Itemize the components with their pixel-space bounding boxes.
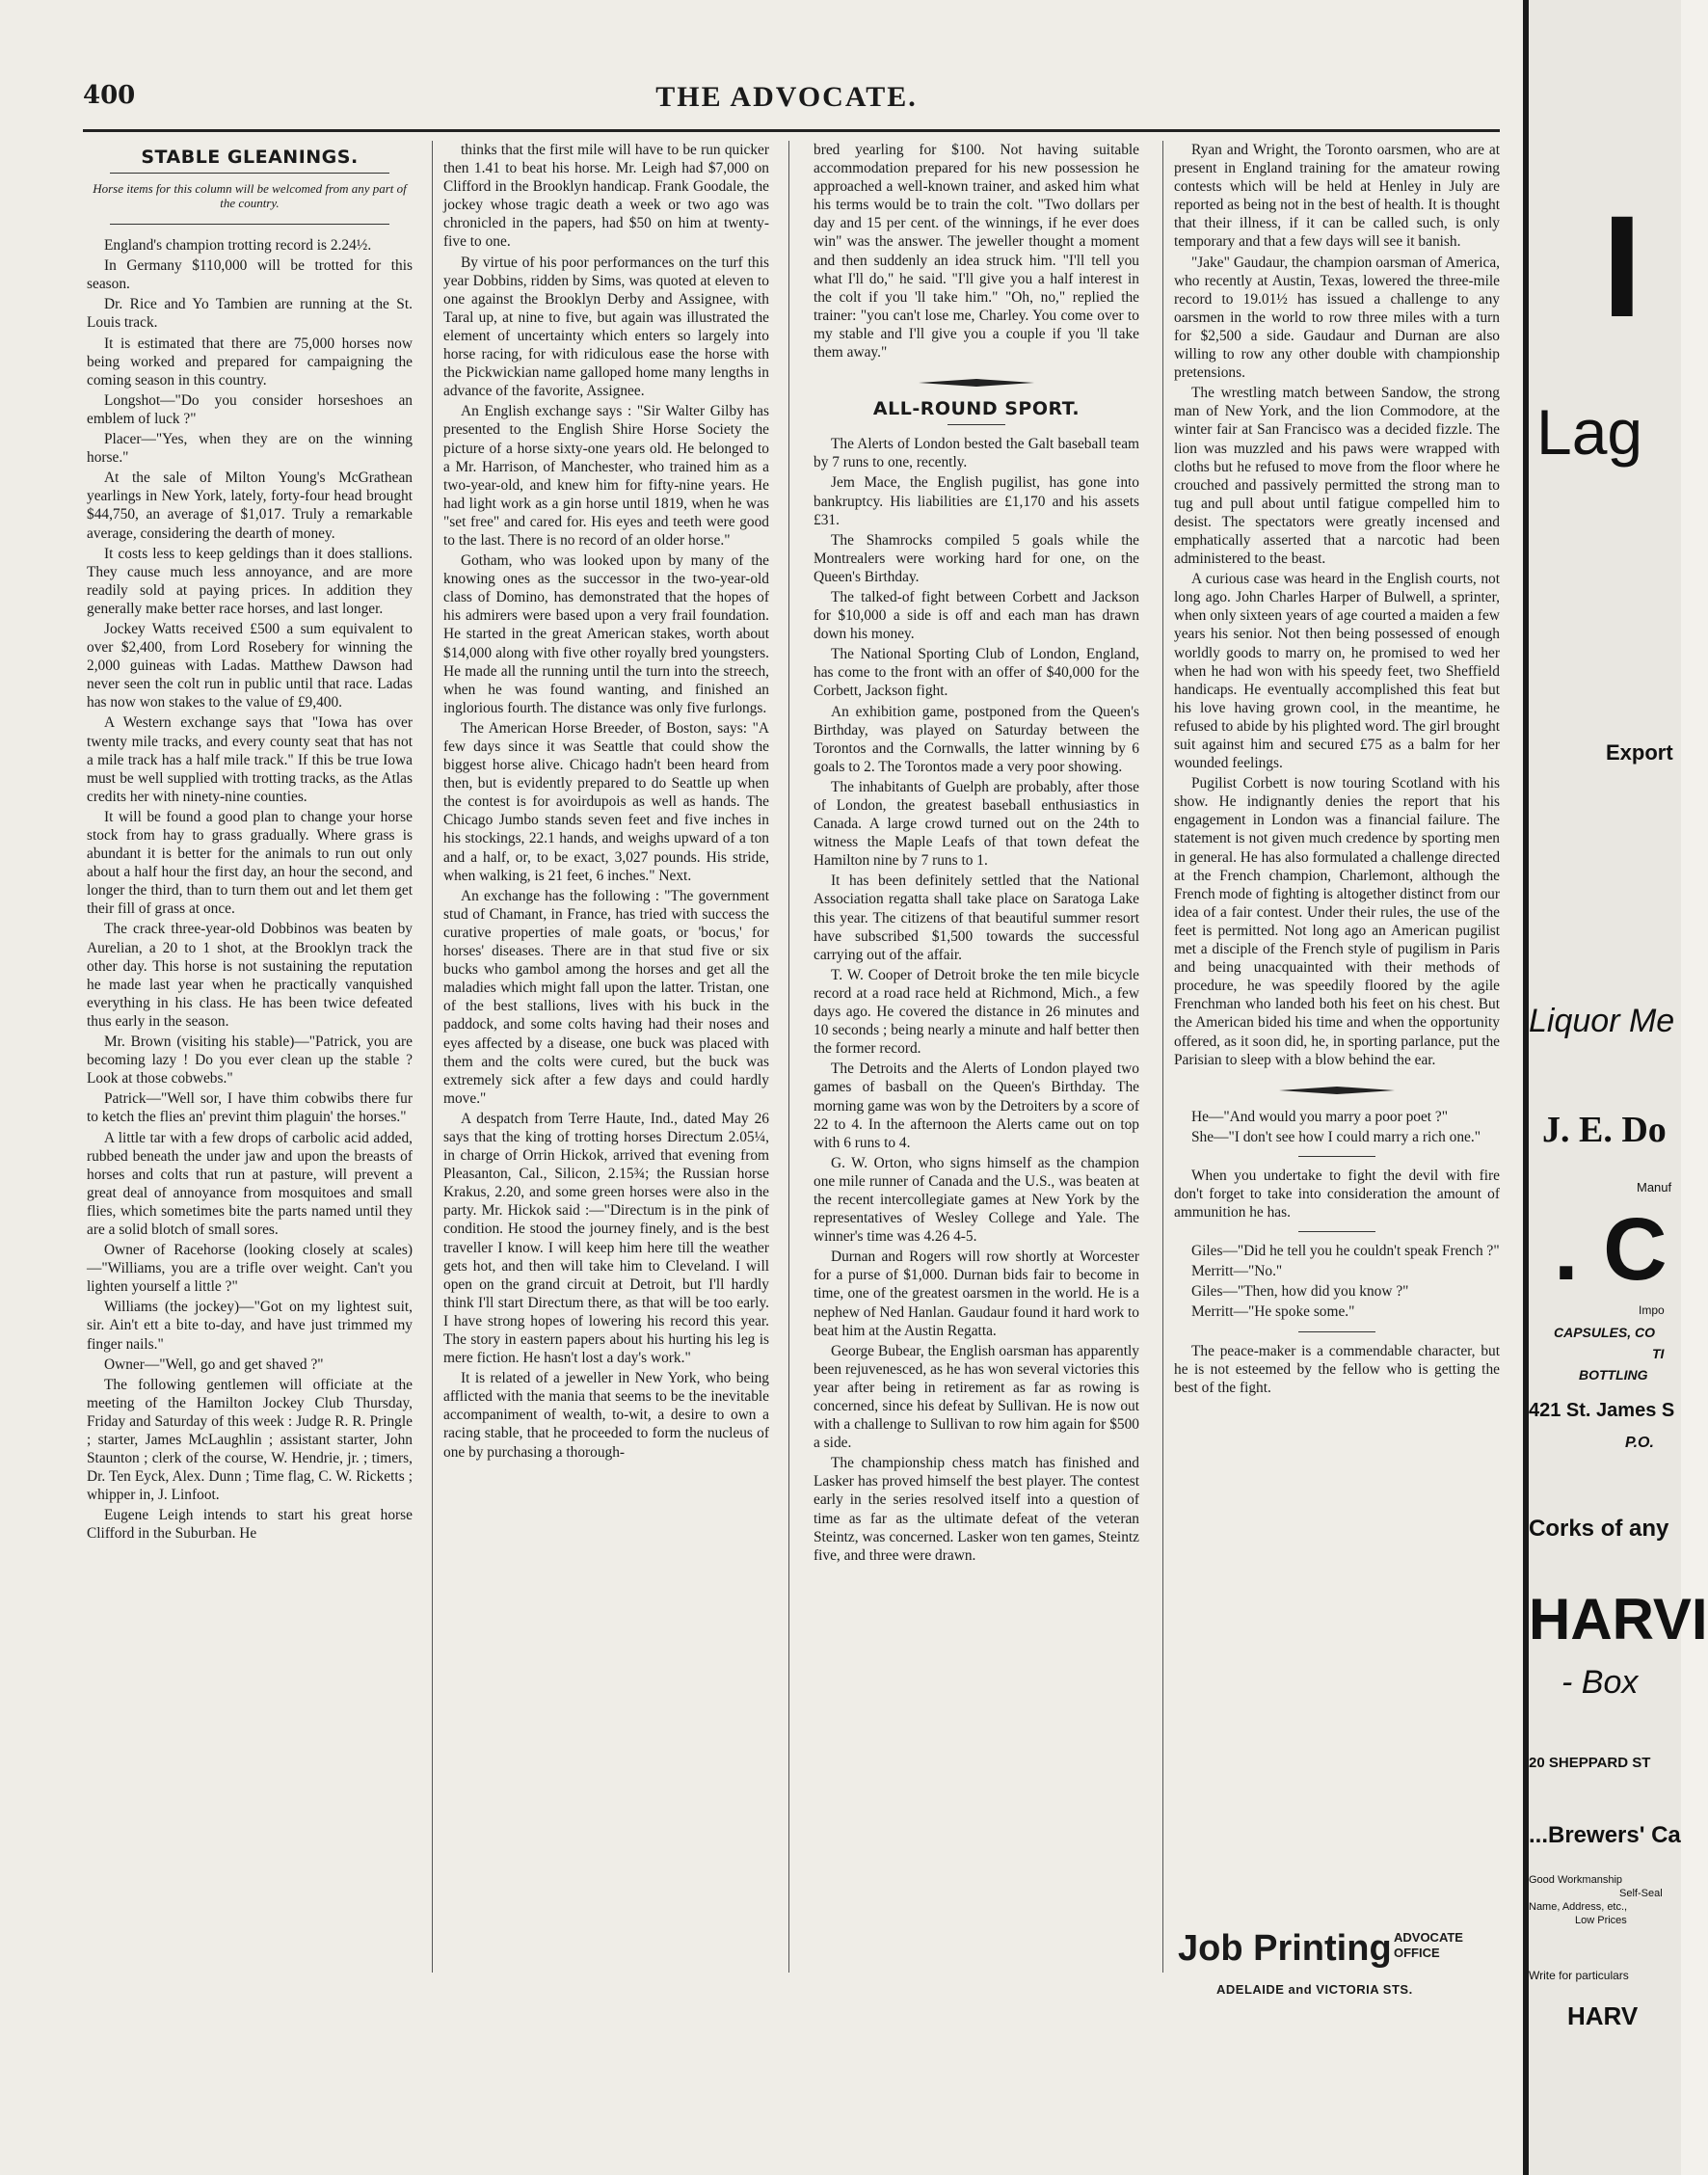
rs-lager: Lag [1536, 396, 1643, 468]
ad-side-line1: ADVOCATE [1394, 1930, 1463, 1945]
rs-capsules: CAPSULES, CO [1554, 1325, 1656, 1340]
article-paragraph: The wrestling match between Sandow, the strong man of New York, and the lion Commodore, at the winter fair at San Francisco was a decided fizzle. The lion was muzzled and his paws were wrapped with cloths but he refused to move from the floor where he crouched and passively permitted the strong man to tug and pull about until fatigue compelled him to desist. The spectators were greatly incensed and emphatically asserted that a narcotic had been administered to the beast. [1174, 385, 1500, 568]
rs-box: - Box [1561, 1664, 1639, 1701]
column-divider [1162, 141, 1163, 1973]
jokes-block [1174, 1108, 1500, 1146]
article-paragraph: Merritt—"No." [1191, 1263, 1283, 1280]
column4-body [1174, 141, 1500, 1069]
column-4 [1174, 141, 1500, 2136]
title-rule [110, 173, 389, 174]
article-paragraph: It is related of a jeweller in New York, who being afflicted with the mania that seems to be the inevitable accompaniment of wealth, to-wit, a desire to own a racing stable, that he proceeded to form the nucleus of one by purchasing a thorough- [443, 1370, 769, 1461]
article-paragraph: A despatch from Terre Haute, Ind., dated May 26 says that the king of trotting horses Directum 2.05¼, in charge of Orrin Hickok, arrived that evening from Pleasanton, Cal., Silicon, 2.15¾; the Russian horse Krakus, 2.20, and some green horses were also in the party. Mr. Hickok said :—"Directum is in the pink of condition. He stood the journey finely, and is the best traveller I know. I will keep him here till the weather gets hot, and then will take him to Cleveland. I will open on the grand circuit at Detroit, but I'll hardly think I'll start Directum there, as that will be too early. I have strong hopes of lowering his record this year. The story in eastern papers about his hurting his leg is mere fiction. He hasn't lost a day's work." [443, 1110, 769, 1367]
page-number: 400 [83, 81, 136, 110]
fire-paragraph: When you undertake to fight the devil with fire don't forget to take into consideration the amount of ammunition he has. [1174, 1167, 1500, 1222]
adjacent-page-strip [1523, 0, 1708, 2175]
article-paragraph: An exhibition game, postponed from the Queen's Birthday, was played on Saturday between the Torontos and the Cornwalls, the latter winning by 6 goals to 2. The Torontos made a very poor showing. [814, 703, 1139, 775]
article-paragraph: The talked-of fight between Corbett and Jackson for $10,000 a side is off and each man has drawn down his money. [814, 588, 1139, 643]
rs-big-c: . C [1554, 1200, 1668, 1299]
rs-po: P.O. [1625, 1435, 1654, 1451]
article-paragraph: The Detroits and the Alerts of London played two games of basball on the Queen's Birthday. The morning game was won by the Detroiters by a score of 22 to 4. In the afternoon the Alerts came out on top with 6 runs to 4. [814, 1061, 1139, 1151]
article-paragraph: "Jake" Gaudaur, the champion oarsman of America, who recently at Austin, Texas, lowered the three-mile record to 19.01½ has issued a challenge to any oarsmen in the world to row three miles with a turn for $2,500 a side. Gaudaur and Durnan are also willing to row any other double with championship pretensions. [1174, 254, 1500, 382]
ornament-divider [919, 379, 1034, 387]
header-rule [83, 129, 1500, 132]
column-divider [432, 141, 433, 1973]
column2-body [443, 141, 769, 1462]
job-printing-ad [1178, 1928, 1506, 1996]
article-paragraph: Durnan and Rogers will row shortly at Worcester for a purse of $1,000. Durnan bids fair to become in time, one of the greatest oarsmen in the world. He is a nephew of Ned Hanlan. Gaudaur found it hard work to beat him at the Austin Regatta. [814, 1249, 1139, 1339]
rs-low: Low Prices [1575, 1915, 1627, 1926]
article-paragraph: Owner of Racehorse (looking closely at scales)—"Williams, you are a trifle over weight. Can't you lighten yourself a little ?" [87, 1242, 413, 1296]
note-rule [110, 224, 389, 225]
column-2 [443, 141, 769, 2136]
article-paragraph: Merritt—"He spoke some." [1191, 1303, 1355, 1321]
article-paragraph: G. W. Orton, who signs himself as the champion one mile runner of Canada and the U.S., was beaten at the recent intercollegiate games at New York by the representatives of Wesley College and Yale. The winner's time was 4.26 4-5. [814, 1154, 1139, 1246]
article-paragraph: The National Sporting Club of London, England, has come to the front with an offer of $40,000 for the Corbett, Jackson fight. [814, 646, 1139, 700]
article-paragraph: Owner—"Well, go and get shaved ?" [104, 1356, 324, 1373]
article-paragraph: Giles—"Then, how did you know ?" [1191, 1283, 1409, 1301]
article-paragraph: T. W. Cooper of Detroit broke the ten mile bicycle record at a road race held at Richmond, Mich., a few days ago. He covered the distance in 26 minutes and 10 seconds ; being nearly a minute and half better then the former record. [814, 966, 1139, 1058]
rs-corks: Corks of any [1529, 1516, 1669, 1542]
rs-good: Good Workmanship [1529, 1874, 1623, 1886]
article-paragraph: It costs less to keep geldings than it does stallions. They cause much less annoyance, and are more readily sold at paying prices. In addition they generally make better race horses, and last longer. [87, 545, 413, 617]
rs-ti: TI [1652, 1346, 1665, 1361]
column1-body [87, 236, 413, 1543]
article-paragraph: The following gentlemen will officiate at the meeting of the Hamilton Jockey Club Thursday, Friday and Saturday of this week : Judge R. R. Pringle ; starter, James McLaughlin ; assistant starter, John Staunton ; clerk of the course, W. Hendrie, jr. ; timers, Dr. Ten Eyck, Alex. Dunn ; Time flag, C. W. Ricketts ; whipper in, J. Linfoot. [87, 1376, 413, 1504]
title-rule [947, 424, 1005, 425]
column3-body [814, 435, 1139, 1565]
divider-rule [1298, 1156, 1375, 1157]
column-all-round-sport [814, 141, 1139, 2136]
article-paragraph: Placer—"Yes, when they are on the winning horse." [87, 431, 413, 467]
article-paragraph: He—"And would you marry a poor poet ?" [1191, 1108, 1449, 1125]
rs-name: Name, Address, etc., [1529, 1901, 1628, 1913]
page-header [83, 81, 1490, 120]
masthead-title: THE ADVOCATE. [655, 81, 918, 113]
rs-manuf: Manuf [1637, 1180, 1672, 1195]
column-stable-gleanings [87, 141, 413, 2136]
article-paragraph: Dr. Rice and Yo Tambien are running at the St. Louis track. [87, 296, 413, 332]
article-paragraph: Gotham, who was looked upon by many of the knowing ones as the successor in the two-year-old class of Domino, has demonstrated that the hopes of his admirers were based upon a very frail foundation. He started in the great American stakes, worth about $14,000 along with five other royally bred youngsters. He made all the running until the turn into the streech, when he was found wanting, and finished an inglorious fourth. The distance was only five furlongs. [443, 552, 769, 716]
article-paragraph: In Germany $110,000 will be trotted for this season. [87, 257, 413, 293]
rs-write: Write for particulars [1529, 1969, 1629, 1982]
article-paragraph: It has been definitely settled that the National Association regatta shall take place on Saratoga Lake this year. The citizens of that beautiful summer resort have subscribed $1,500 towards the successful carrying out of the affair. [814, 873, 1139, 963]
divider-rule [1298, 1231, 1375, 1232]
article-paragraph: Mr. Brown (visiting his stable)—"Patrick, you are becoming lazy ! Do you ever clean up the stable ? Look at those cobwebs." [87, 1034, 413, 1088]
rs-liquor: Liquor Me [1529, 1003, 1675, 1039]
article-paragraph: A curious case was heard in the English courts, not long ago. John Charles Harper of Bulwell, a sprinter, when only sixteen years of age courted a maiden a few years his senior. Not then being possessed of enough worldly goods to marry on, he promised to wed her when he had won with his speedy feet, two Sheffield handicaps. He eventually accomplished this feat but his love having grown cool, in the meantime, he refused to abide by his plighted word. The girl brought suit against him and secured £75 as a balm for her wounded feelings. [1174, 571, 1500, 772]
article-paragraph: Pugilist Corbett is now touring Scotland with his show. He indignantly denies the report that his engagement in London was a financial failure. The statement is not given much credence by sporting men in general. He has also formulated a challenge directed at the French champion, Charlemont, although the French mode of fighting is altogether distinct from our idea of a fair contest. Under their rules, the use of the feet is permitted. Not long ago an American pugilist met a disciple of the French style of pugilism in Paris and being unacquainted with their methods of procedure, he was speedily floored by the agile Frenchman who landed both his feet on his chest. But the American bided his time and when the opportunity offered, as it soon did, he, in sporting parlance, put the Parisian to sleep with a blow behind the ear. [1174, 775, 1501, 1068]
article-paragraph: The Alerts of London bested the Galt baseball team by 7 runs to one, recently. [814, 436, 1139, 471]
article-paragraph: bred yearling for $100. Not having suitable accommodation prepared for his new possession he approached a well-known trainer, and asked him what his terms would be to train the colt. "Two dollars per day and 15 per cent. of the winnings, if he ever does win" was the answer. The jeweller thought a moment and then suddenly an idea struck him. "I'll tell you what I'll do," he said. "I'll give you a half interest in the colt if you 'll take him." "Oh, no," replied the trainer: "you can't lose me, Charley. You come over to my stable and I'll give you a couple if you 'll take them away." [814, 142, 1139, 362]
ad-job-printing: Job Printing [1178, 1928, 1392, 1969]
section-note: Horse items for this column will be welcomed from any part of the country. [93, 181, 407, 211]
section-title-all-round-sport: ALL-ROUND SPORT. [872, 398, 1081, 420]
rs-bottling: BOTTLING [1579, 1367, 1648, 1383]
column3-intro [814, 141, 1139, 362]
article-paragraph: The American Horse Breeder, of Boston, says: "A few days since it was Seattle that could show the biggest horse alive. Chicago hadn't been heard from then, but is evidently prepared to do Seattle up when the contest is for avoirdupois as well as hands. The Chicago Jumbo stands seven feet and five inches in his stockings, 22.1 hands, and weighs upward of a ton and a half, or, to be exact, 3,027 pounds. His stride, when walking, is 21 feet, 6 inches." Next. [443, 719, 769, 884]
article-paragraph: It will be found a good plan to change your horse stock from hay to grass gradually. Where grass is abundant it is better for the animals to run out only about a half hour the first day, an hour the second, and longer the third, than to turn them out and let them get their fill of grass at once. [87, 808, 413, 918]
article-paragraph: Giles—"Did he tell you he couldn't speak French ?" [1191, 1243, 1500, 1260]
article-paragraph: A Western exchange says that "Iowa has over twenty mile tracks, and every county seat that has not a mile track has a half mile track." If this be true Iowa must be well supplied with trotting tracks, as the Atlas credits her with ninety-nine counties. [87, 714, 413, 805]
article-paragraph: An exchange has the following : "The government stud of Chamant, in France, has tried with success the curative properties of male goats, or 'bocus,' for horses' diseases. There are in that stud five or six bucks who gambol among the horses and get all the maladies which might fall upon the latter. Tristan, one of the best stallions, lives with his buck in the paddock, and some colts having had their noses and eyes affected by a disease, one buck was placed with them and the colts were cured, but the buck was extremely sick after a few days and could hardly move." [443, 887, 769, 1107]
article-paragraph: She—"I don't see how I could marry a rich one." [1191, 1128, 1481, 1145]
ad-side-line2: OFFICE [1394, 1946, 1440, 1960]
article-paragraph: England's champion trotting record is 2.24½. [104, 237, 372, 255]
article-paragraph: George Bubear, the English oarsman has apparently been rejuvenesced, as he has won several victories this year after being in retirement as far as rowing is concerned, since his defeat by Sullivan. He is now out with a challenge to Sullivan to row him again for $500 a side. [814, 1342, 1139, 1452]
rs-je-do: J. E. Do [1542, 1110, 1667, 1150]
article-paragraph: Ryan and Wright, the Toronto oarsmen, who are at present in England training for the amateur rowing contests which will be held at Henley in July are reported as being not in the best of health. It is thought that their illness, if it can be called such, is only temporary and that a few days will see it banish. [1174, 142, 1500, 251]
rs-harvi: HARVI [1529, 1587, 1708, 1651]
article-paragraph: A little tar with a few drops of carbolic acid added, rubbed beneath the under jaw and upon the breasts of horses and colts that run at pasture, will prevent a great deal of annoyance from mosquitoes and small flies, which sometimes bite the parts named until they are a solid blotch of small sores. [87, 1129, 413, 1238]
article-paragraph: Eugene Leigh intends to start his great horse Clifford in the Suburban. He [87, 1507, 413, 1543]
article-paragraph: Patrick—"Well sor, I have thim cobwibs there fur to ketch the flies an' prevint thim plaguin' the horses." [87, 1090, 413, 1126]
article-paragraph: At the sale of Milton Young's McGrathean yearlings in New York, lately, forty-four head brought $44,750, an average of $1,017. Truly a remarkable average, considering the dearth of money. [87, 470, 413, 542]
article-paragraph: thinks that the first mile will have to be run quicker then 1.41 to beat his horse. Mr. Leigh had $7,000 on Clifford in the Brooklyn handicap. Frank Goodale, the jockey whose tragic death a week or two ago was chronicled in the papers, had $50 on him at twenty-five to one. [443, 142, 769, 251]
article-paragraph: Williams (the jockey)—"Got on my lightest suit, sir. Ain't ett a bite to-day, and have just trimmed my finger nails." [87, 1299, 413, 1353]
article-paragraph: Longshot—"Do you consider horseshoes an emblem of luck ?" [87, 391, 413, 427]
section-title-stable-gleanings: STABLE GLEANINGS. [141, 147, 359, 168]
divider-rule [1298, 1331, 1375, 1332]
rs-address: 421 St. James S [1529, 1400, 1675, 1421]
giles-dialogue [1174, 1242, 1500, 1321]
rs-big-letter: I [1602, 185, 1642, 347]
article-paragraph: The inhabitants of Guelph are probably, after those of London, the greatest baseball enthusiastics in Canada. A large crowd turned out on the 24th to witness the Maple Leafs of that town defeat the Hamilton nine by 7 runs to 1. [814, 778, 1139, 870]
rs-impo: Impo [1639, 1303, 1665, 1317]
article-paragraph: Jem Mace, the English pugilist, has gone into bankruptcy. His liabilities are £1,170 and his assets £31. [814, 474, 1139, 528]
article-paragraph: The crack three-year-old Dobbinos was beaten by Aurelian, a 20 to 1 shot, at the Brooklyn track the other day. This horse is not sustaining the reputation he made last year when he practically vanquished everything in his class. He has been twice defeated thus early in the season. [87, 921, 413, 1030]
ornament-divider [1279, 1087, 1395, 1094]
column-divider [788, 141, 789, 1973]
rs-export: Export [1606, 740, 1673, 765]
ad-advocate-office [1394, 1930, 1463, 1961]
article-paragraph: The championship chess match has finished and Lasker has proved himself the best player. The contest early in the series resolved itself into a question of time as far as the ultimate defeat of the veteran Steintz, was concerned. Lasker won ten games, Steintz five, and three were drawn. [814, 1455, 1139, 1564]
article-paragraph: It is estimated that there are 75,000 horses now being worked and prepared for campaigning the coming season in this country. [87, 335, 413, 389]
peacemaker-paragraph: The peace-maker is a commendable character, but he is not esteemed by the fellow who is getting the best of the fight. [1174, 1342, 1500, 1396]
rs-self: Self-Seal [1619, 1888, 1663, 1899]
article-paragraph: The Shamrocks compiled 5 goals while the Montrealers were working hard for one, on the Queen's Birthday. [814, 531, 1139, 585]
article-paragraph: An English exchange says : "Sir Walter Gilby has presented to the English Shire Horse Society the picture of a horse sixty-one years old. He belonged to a Mr. Harrison, of Manchester, who trained him as a two-year-old, and knew him for fifty-nine years. He had light work as a gin horse until 1819, when he was "set free" and cared for. His eyes and teeth were good to the last. There is no record of an older horse." [443, 403, 769, 549]
article-paragraph: Jockey Watts received £500 a sum equivalent to over $2,400, from Lord Rosebery for winning the 2,000 guineas with Ladas. Matthew Dawson had never seen the colt run in public until that race. Ladas has now won stakes to the value of £9,400. [87, 620, 413, 712]
rs-harv: HARV [1567, 2001, 1639, 2030]
rs-sheppard: 20 SHEPPARD ST [1529, 1755, 1651, 1771]
ad-address: ADELAIDE and VICTORIA STS. [1216, 1982, 1413, 1997]
rs-brewers: ...Brewers' Ca [1529, 1822, 1681, 1848]
article-paragraph: By virtue of his poor performances on the turf this year Dobbins, ridden by Sims, was quoted at eleven to one against the Brooklyn Derby and Assignee, with Taral up, at nine to five, but again was illustrated the element of uncertainty which enters so largely into horse racing, for with ridiculous ease the horse with the Pickwickian name galloped home many lengths in advance of the favorite, Assignee. [443, 254, 769, 400]
